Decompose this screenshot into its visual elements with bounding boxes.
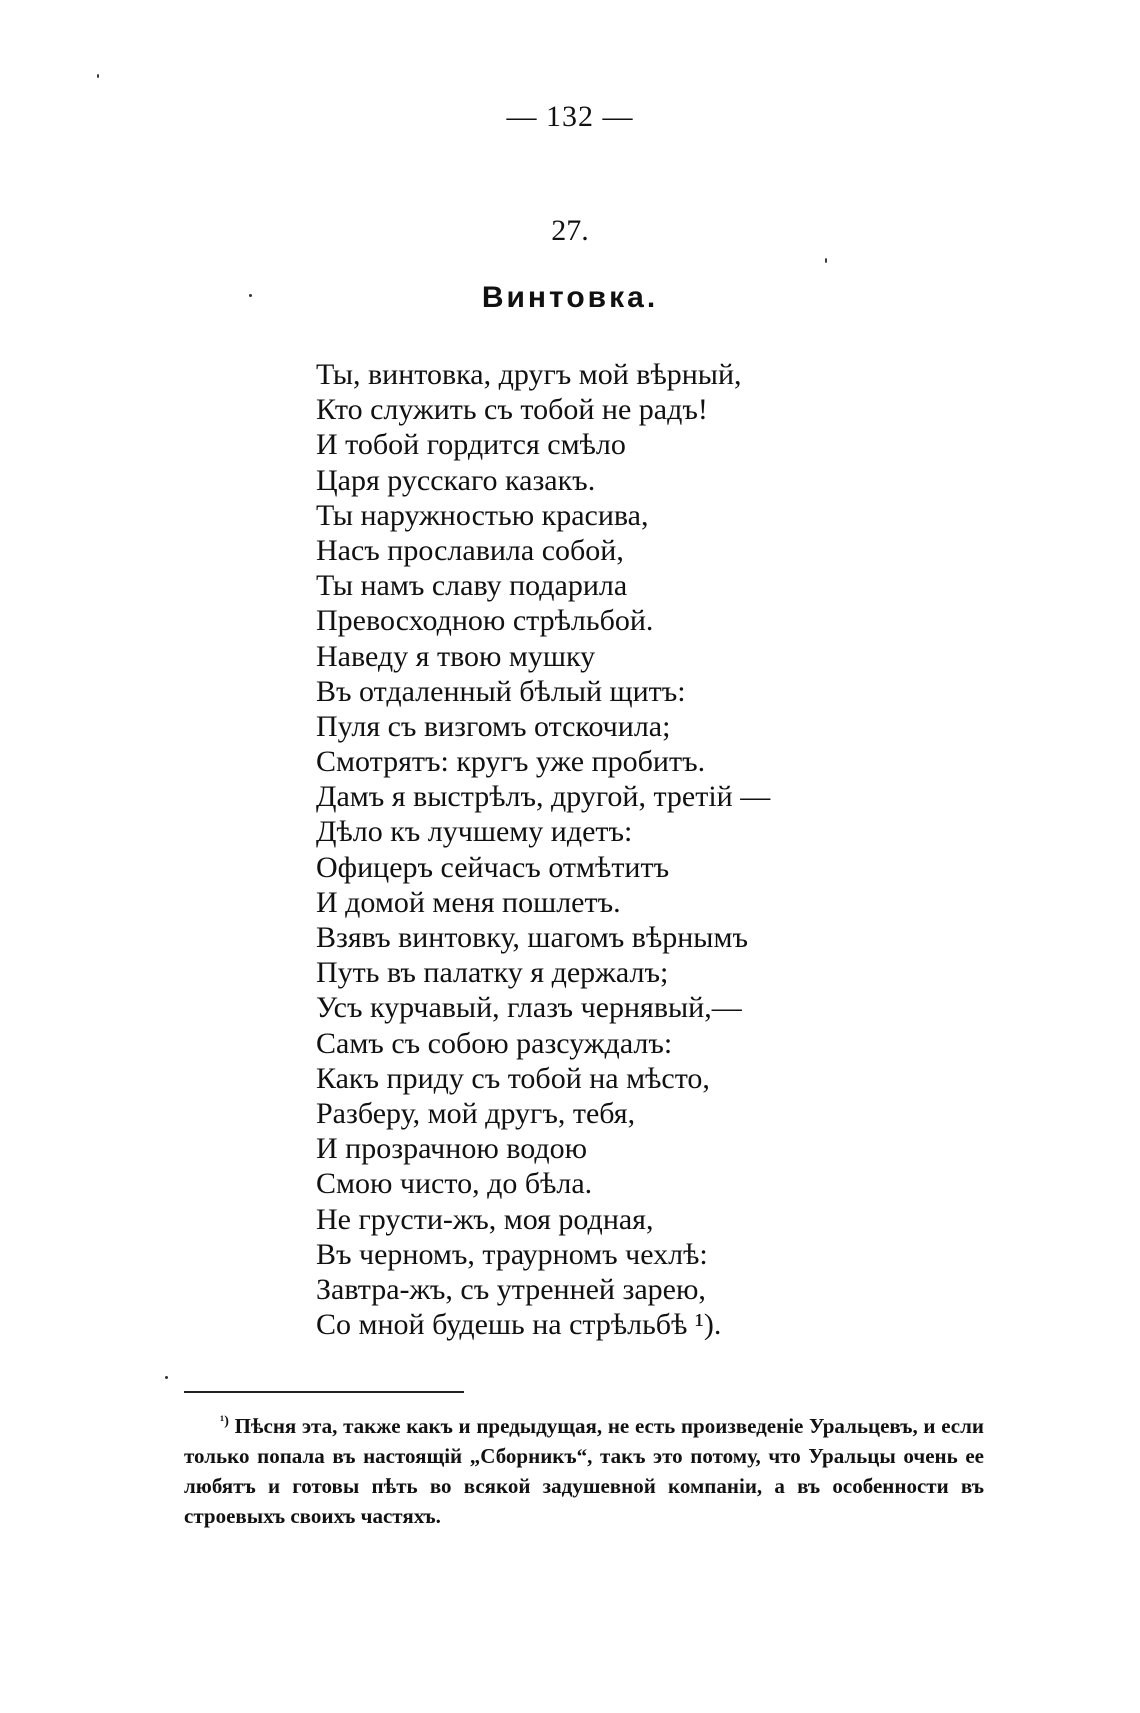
footnote-divider [184, 1391, 464, 1393]
verse-line: Дѣло къ лучшему идетъ: [316, 815, 633, 849]
verse-line: Смотрятъ: кругъ уже пробитъ. [316, 745, 706, 779]
scan-speck [97, 74, 99, 78]
verse-line: Дамъ я выстрѣлъ, другой, третій — [316, 780, 771, 814]
verse-line: Офицеръ сейчасъ отмѣтитъ [316, 850, 670, 884]
verse-line: Завтра-жъ, съ утренней зарею, [316, 1272, 706, 1306]
scan-speck [825, 258, 827, 263]
poem-number: 27. [551, 214, 589, 247]
verse-line: И домой меня пошлетъ. [316, 885, 621, 919]
verse-line: Усъ курчавый, глазъ чернявый,— [316, 991, 742, 1025]
footnote-text: Пѣсня эта, также какъ и предыдущая, не есть произведеніе Уральцевъ, и если только попала въ настоящій „Сборникъ“, такъ это потому, что Уральцы очень ее любятъ и готовы пѣть во всякой задушевной компаніи, а въ особенности въ строевыхъ своихъ частяхъ. [184, 1414, 985, 1528]
verse-line: Не грусти-жъ, моя родная, [316, 1202, 654, 1236]
verse-line: Наведу я твою мушку [316, 639, 596, 673]
verse-line: И тобой гордится смѣло [316, 428, 626, 462]
verse-line: Пуля съ визгомъ отскочила; [316, 709, 671, 743]
verse-line: Со мной будешь на стрѣльбѣ ¹). [316, 1308, 722, 1342]
poem-verse [316, 357, 876, 1342]
verse-line: Кто служить съ тобой не радъ! [316, 393, 708, 427]
verse-line: Ты намъ славу подарила [316, 569, 628, 603]
verse-line: Самъ съ собою разсуждалъ: [316, 1026, 673, 1060]
scan-speck [165, 1376, 168, 1379]
verse-line: Въ черномъ, траурномъ чехлѣ: [316, 1237, 708, 1271]
verse-line: Ты, винтовка, другъ мой вѣрный, [316, 358, 742, 391]
verse-line: Разберу, мой другъ, тебя, [316, 1096, 636, 1130]
footnote-marker: ¹) [220, 1414, 229, 1429]
verse-line: Путь въ палатку я держалъ; [316, 956, 669, 990]
verse-line: Царя русскаго казакъ. [316, 463, 596, 497]
verse-line: Взявъ винтовку, шагомъ вѣрнымъ [316, 921, 748, 954]
poem-title: Винтовка. [481, 281, 659, 314]
verse-line: Превосходною стрѣльбой. [316, 604, 654, 638]
scan-speck [249, 294, 252, 297]
verse-line: Насъ прославила собой, [316, 533, 624, 567]
footnote [184, 1411, 984, 1531]
verse-line: Ты наружностью красива, [316, 498, 649, 532]
verse-line: Смою чисто, до бѣла. [316, 1167, 593, 1201]
verse-line: И прозрачною водою [316, 1132, 588, 1166]
verse-line: Какъ приду съ тобой на мѣсто, [316, 1061, 710, 1095]
page-number: — 132 — [506, 100, 634, 133]
verse-line: Въ отдаленный бѣлый щитъ: [316, 674, 686, 708]
